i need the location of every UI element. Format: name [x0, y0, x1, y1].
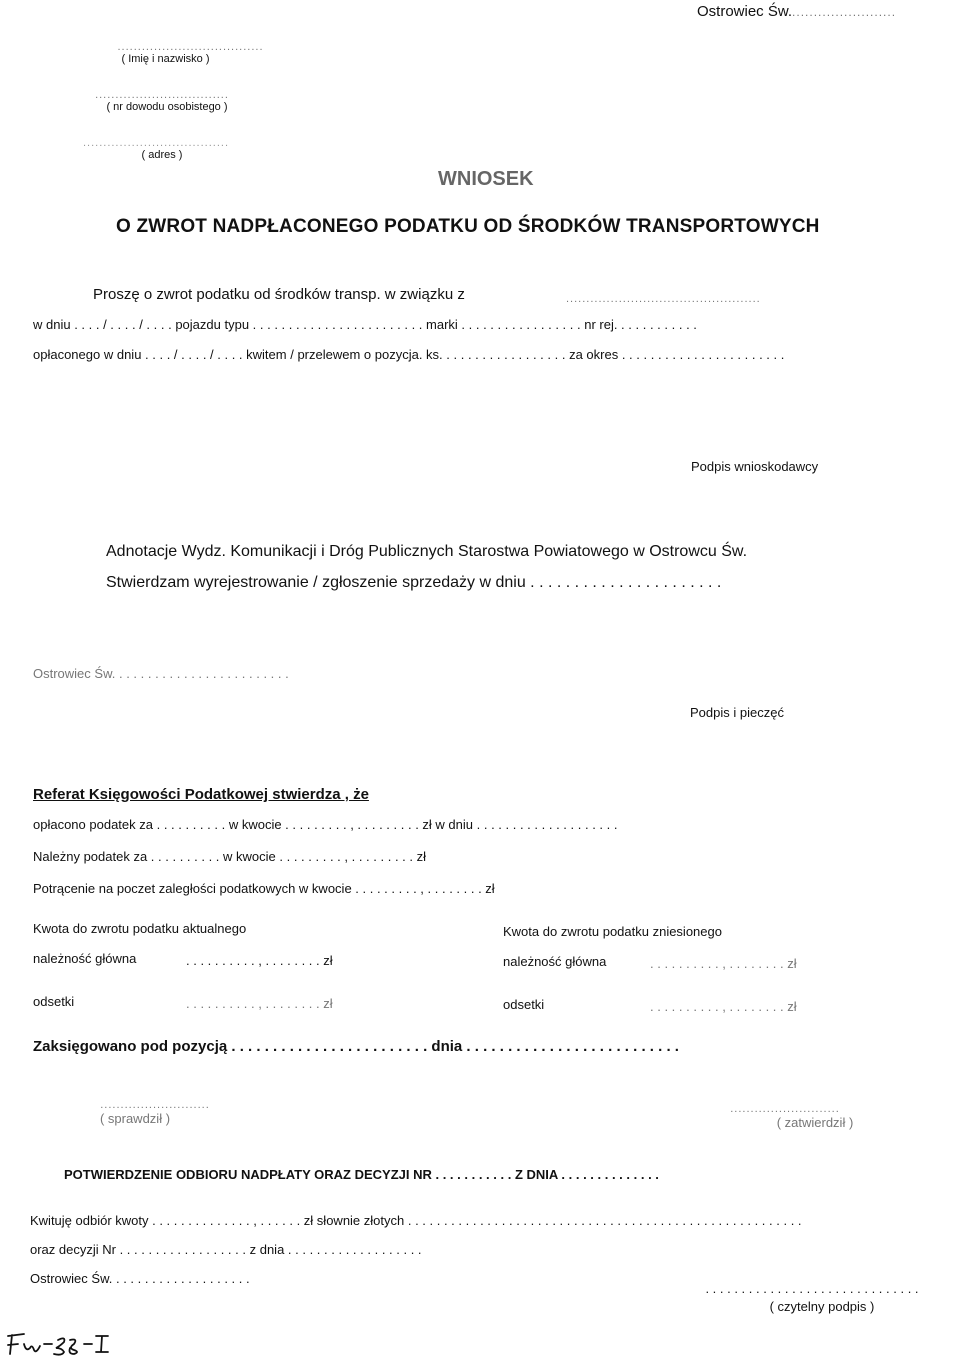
accounting-heading: Referat Księgowości Podatkowej stwierdza , że: [33, 786, 369, 803]
receipt-line-3: Ostrowiec Św. . . . . . . . . . . . . . . . . . . .: [30, 1271, 250, 1286]
checked-label: ( sprawdził ): [99, 1111, 171, 1126]
header-place-label: Ostrowiec Św.: [697, 3, 793, 20]
accounting-deduction: Potrącenie na poczet zaległości podatkowych w kwocie . . . . . . . . . , . . . . . . . . zł: [33, 881, 495, 896]
name-dots: ....................................: [117, 41, 264, 53]
address-label: ( adres ): [141, 149, 183, 161]
request-line-1-dots: ................................................: [566, 293, 761, 305]
form-code-handwriting: [4, 1330, 114, 1358]
canceled-principal-label: należność główna: [503, 954, 607, 969]
request-line-1-text: Proszę o zwrot podatku od środków transp. w związku z: [93, 286, 465, 303]
approved-label: ( zatwierdził ): [776, 1115, 854, 1130]
accounting-paid: opłacono podatek za . . . . . . . . . . w kwocie . . . . . . . . . , . . . . . . . . . zł w dniu . . . . . . . . . . . . . . . . . . . .: [33, 817, 618, 832]
address-dots: ....................................: [82, 137, 230, 149]
annotation-line-1: Adnotacje Wydz. Komunikacji i Dróg Publicznych Starostwa Powiatowego w Ostrowcu Św.: [106, 543, 748, 560]
annotation-line-2: Stwierdzam wyrejestrowanie / zgłoszenie sprzedaży w dniu . . . . . . . . . . . . . . . . . . . . . .: [106, 574, 722, 591]
annotation-place: Ostrowiec Św. . . . . . . . . . . . . . . . . . . . . . . . .: [33, 666, 289, 681]
refund-current-title: Kwota do zwrotu podatku aktualnego: [33, 921, 247, 936]
name-label: ( Imię i nazwisko ): [121, 53, 210, 65]
applicant-signature-label: Podpis wnioskodawcy: [691, 459, 819, 474]
request-line-1: [93, 286, 465, 304]
receipt-line-1: Kwituję odbiór kwoty . . . . . . . . . . . . . . , . . . . . . zł słownie złotych . . . . . . . . . . . . . . . . . . . . . . . . . . . . . . . . . . . . . . . . . . . . . . . . . . . . . . .: [30, 1213, 802, 1228]
receipt-signature-label: ( czytelny podpis ): [769, 1299, 875, 1314]
current-interest-value: . . . . . . . . . . , . . . . . . . . zł: [186, 996, 333, 1011]
receipt-line-2: oraz decyzji Nr . . . . . . . . . . . . . . . . . . z dnia . . . . . . . . . . . . . . . . . . .: [30, 1242, 422, 1257]
header-place-dots: ........................: [792, 5, 897, 19]
approved-dots: ...........................: [730, 1103, 840, 1115]
canceled-principal-value: . . . . . . . . . . , . . . . . . . . zł: [650, 956, 797, 971]
id-label: ( nr dowodu osobistego ): [106, 101, 228, 113]
header-place: [697, 3, 896, 21]
canceled-interest-value: . . . . . . . . . . , . . . . . . . . zł: [650, 999, 797, 1014]
request-line-2: w dniu . . . . / . . . . / . . . . pojazdu typu . . . . . . . . . . . . . . . . . . . . . . . . marki . . . . . . . . . . . . . . . . . nr rej. . . . . . . . . . . .: [33, 317, 697, 332]
signature-stamp-label: Podpis i pieczęć: [690, 705, 784, 720]
request-line-3: opłaconego w dniu . . . . / . . . . / . . . . kwitem / przelewem o pozycja. ks. . . . . . . . . . . . . . . . . . za okres . . . . . . . . . . . . . . . . . . . . . . .: [33, 347, 785, 362]
current-principal-label: należność główna: [33, 951, 137, 966]
document-kind: WNIOSEK: [438, 168, 534, 190]
posting-line: Zaksięgowano pod pozycją . . . . . . . . . . . . . . . . . . . . . . . . dnia . . . . . . . . . . . . . . . . . . . . . . . . . .: [33, 1038, 679, 1055]
id-dots: .................................: [95, 89, 229, 101]
canceled-interest-label: odsetki: [503, 997, 545, 1012]
checked-dots: ...........................: [100, 1099, 210, 1111]
accounting-due: Należny podatek za . . . . . . . . . . w kwocie . . . . . . . . . , . . . . . . . . . zł: [33, 849, 427, 864]
current-interest-label: odsetki: [33, 994, 75, 1009]
receipt-signature-dots: . . . . . . . . . . . . . . . . . . . . . . . . . . . . . .: [705, 1281, 919, 1296]
refund-canceled-title: Kwota do zwrotu podatku zniesionego: [503, 924, 722, 939]
current-principal-value: . . . . . . . . . . , . . . . . . . . zł: [186, 953, 333, 968]
document-title: O ZWROT NADPŁACONEGO PODATKU OD ŚRODKÓW TRANSPORTOWYCH: [116, 216, 820, 237]
receipt-title: POTWIERDZENIE ODBIORU NADPŁATY ORAZ DECYZJI NR . . . . . . . . . . . Z DNIA . . . . . . . . . . . . . .: [64, 1167, 659, 1182]
